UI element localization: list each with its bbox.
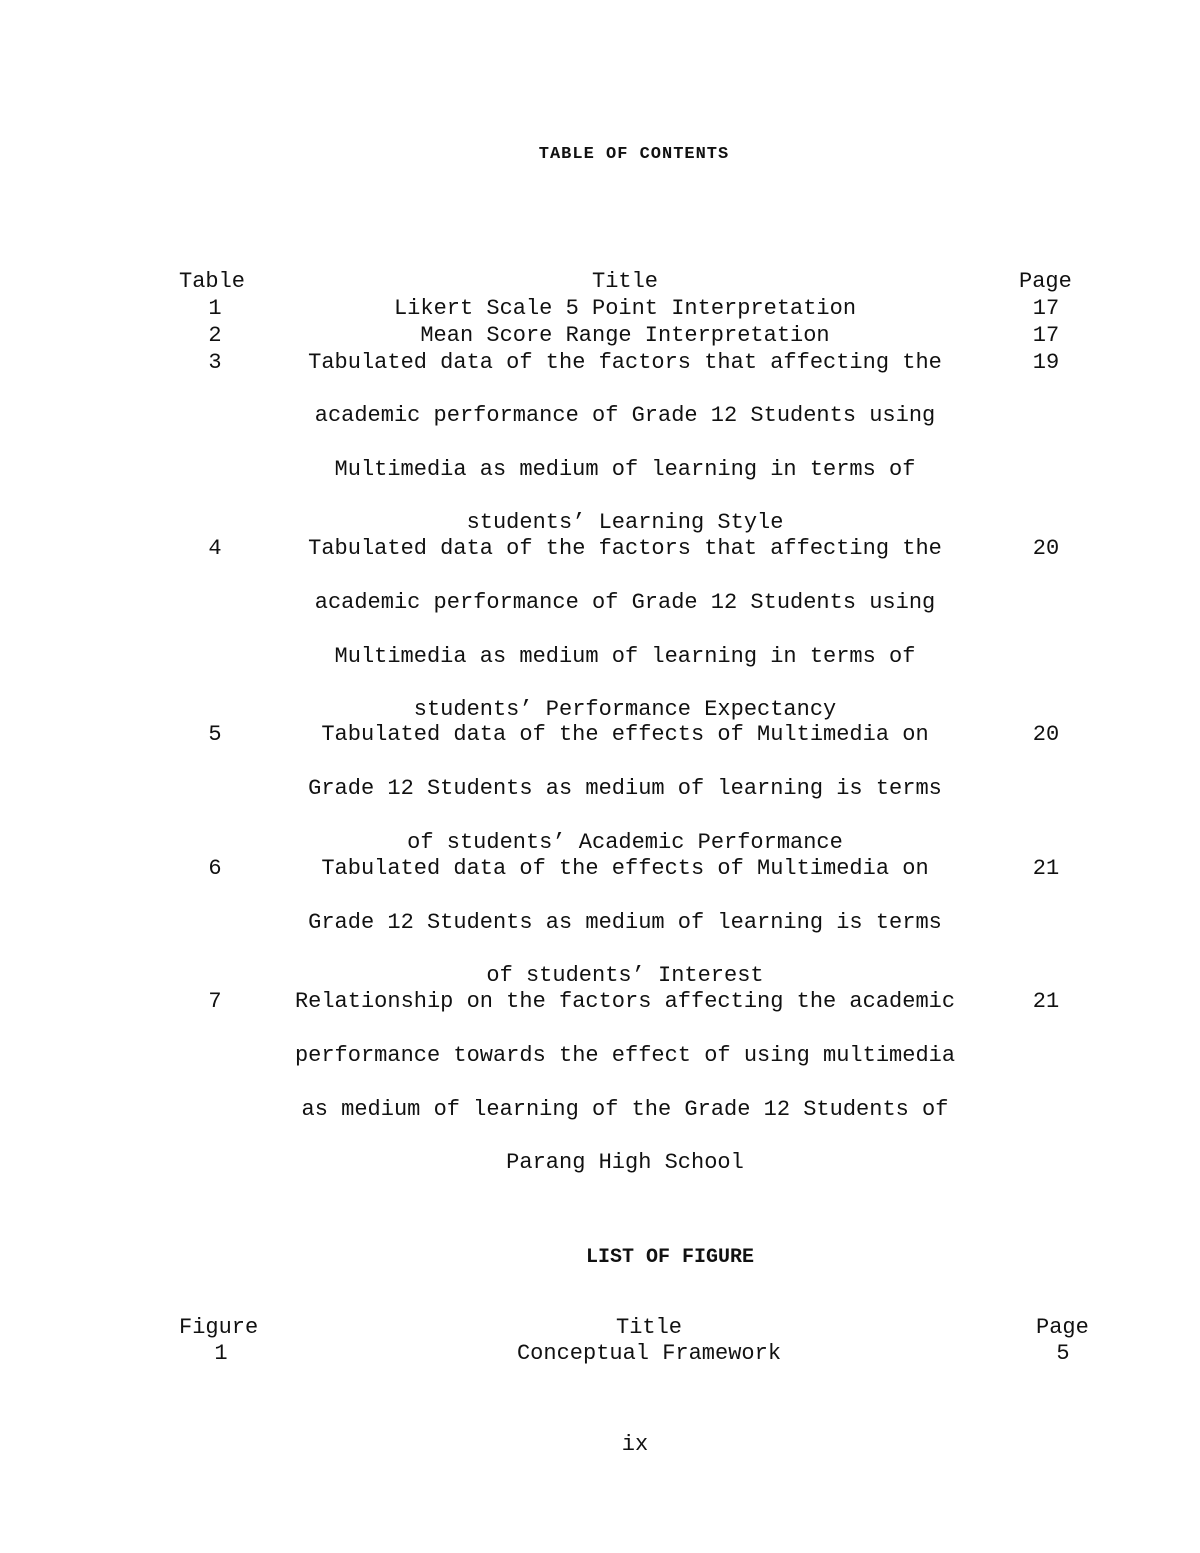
toc-row-number: 2 — [208, 323, 222, 348]
toc-row-number: 6 — [208, 856, 222, 881]
toc-row-page: 20 — [1032, 536, 1060, 561]
toc-row-number: 5 — [208, 722, 222, 747]
toc-row-title-line: Multimedia as medium of learning in terms of — [334, 457, 916, 482]
toc-row-page: 19 — [1032, 350, 1060, 375]
toc-row-number: 4 — [208, 536, 222, 561]
toc-row-number: 7 — [208, 989, 222, 1014]
toc-row-title-line: Multimedia as medium of learning in terms of — [334, 644, 916, 669]
toc-row-page: 21 — [1032, 856, 1060, 881]
toc-row-title-line: Grade 12 Students as medium of learning is terms — [308, 776, 942, 801]
toc-row-page: 20 — [1032, 722, 1060, 747]
toc-row-title: Likert Scale 5 Point Interpretation — [393, 296, 857, 321]
toc-heading: TABLE OF CONTENTS — [538, 145, 730, 164]
toc-row-title-line: of students’ Interest — [486, 963, 764, 988]
toc-row-title-line: Tabulated data of the factors that affecting the — [308, 536, 942, 561]
figure-row-number: 1 — [214, 1341, 228, 1366]
toc-row-title-line: students’ Learning Style — [466, 510, 784, 535]
toc-row-page: 17 — [1032, 323, 1060, 348]
toc-row-title-line: students’ Performance Expectancy — [413, 697, 837, 722]
toc-row-title-line: performance towards the effect of using multimedia — [294, 1043, 956, 1068]
toc-row-page: 17 — [1032, 296, 1060, 321]
toc-row-title-line: Tabulated data of the factors that affecting the — [308, 350, 942, 375]
figures-col-title-header: Title — [615, 1315, 683, 1340]
toc-row-title-line: Parang High School — [506, 1150, 744, 1175]
toc-col-page-header: Page — [1019, 269, 1072, 294]
toc-row-title-line: as medium of learning of the Grade 12 Students of — [301, 1097, 949, 1122]
figures-col-figure-header: Figure — [179, 1315, 259, 1340]
figures-col-page-header: Page — [1036, 1315, 1089, 1340]
figure-row-page: 5 — [1056, 1341, 1070, 1366]
toc-row-number: 3 — [208, 350, 222, 375]
figure-row-title: Conceptual Framework — [516, 1341, 782, 1366]
toc-row-page: 21 — [1032, 989, 1060, 1014]
toc-row-title: Mean Score Range Interpretation — [420, 323, 830, 348]
toc-row-title-line: Relationship on the factors affecting the academic — [294, 989, 956, 1014]
toc-row-title-line: of students’ Academic Performance — [407, 830, 843, 855]
figures-heading: LIST OF FIGURE — [585, 1246, 755, 1269]
toc-row-number: 1 — [208, 296, 222, 321]
page-number: ix — [621, 1432, 649, 1457]
toc-row-title-line: academic performance of Grade 12 Students using — [314, 590, 936, 615]
toc-col-table-header: Table — [179, 269, 246, 294]
toc-row-title-line: academic performance of Grade 12 Students using — [314, 403, 936, 428]
toc-row-title-line: Grade 12 Students as medium of learning is terms — [308, 910, 942, 935]
toc-col-title-header: Title — [591, 269, 659, 294]
toc-row-title-line: Tabulated data of the effects of Multimedia on — [321, 856, 929, 881]
toc-row-title-line: Tabulated data of the effects of Multimedia on — [321, 722, 929, 747]
